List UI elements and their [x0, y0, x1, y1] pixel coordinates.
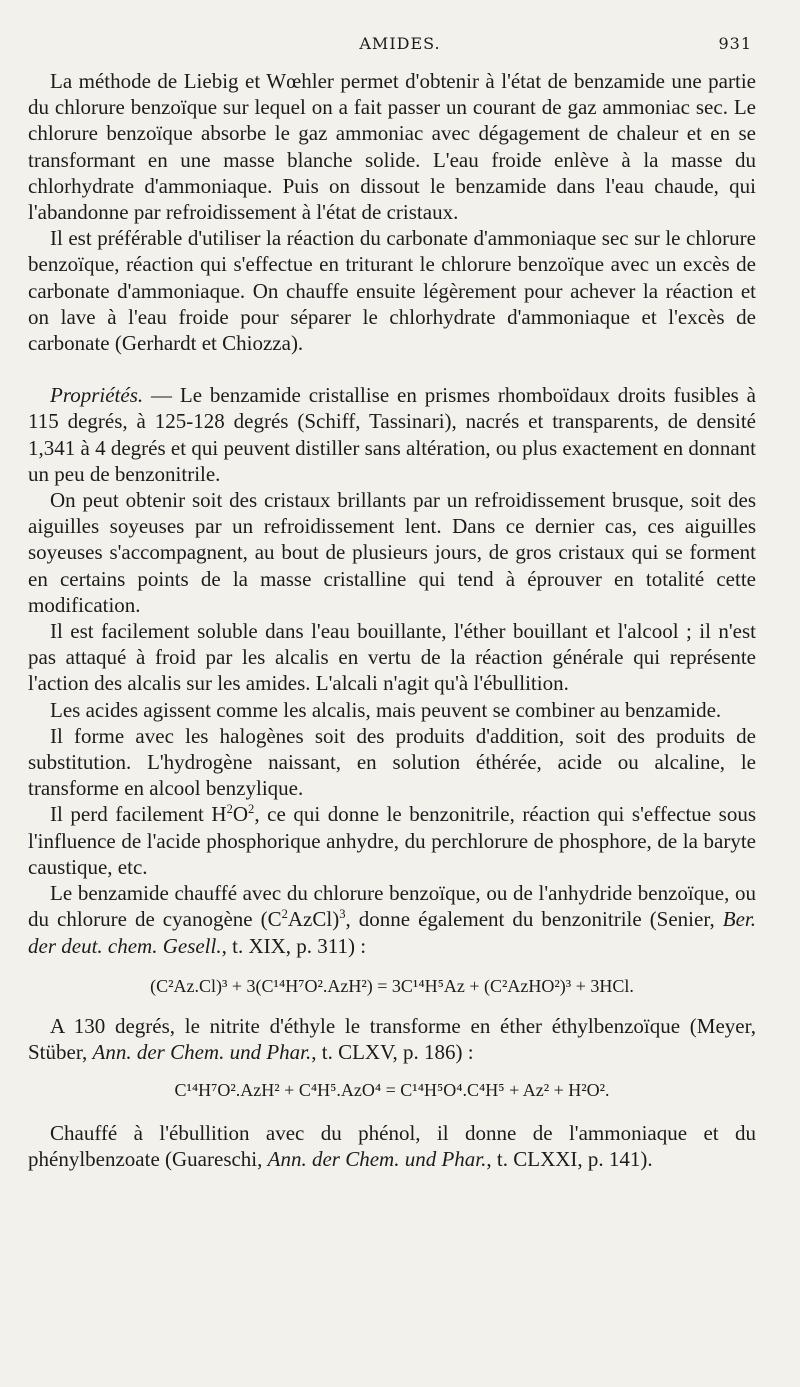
body-text: [28, 68, 756, 1172]
header-title: AMIDES.: [359, 34, 441, 53]
properties-text: — Le benzamide cristallise en prismes rhomboïdaux droits fusibles à 115 degrés, à 125-128 degrés (Schiff, Tassinari), nacrés et transparents, de densité 1,341 à 4 degrés et qui peuvent distiller sans altération, ou plus exactement en donnant un peu de benzonitrile.: [28, 383, 756, 486]
running-header: [0, 34, 800, 58]
paragraph-halogens: Il forme avec les halogènes soit des produits d'addition, soit des produits de substitution. L'hydrogène naissant, en solution éthérée, acide ou alcaline, le transforme en alcool benzylique.: [28, 723, 756, 801]
paragraph-phenol: Chauffé à l'ébullition avec du phénol, il donne de l'ammoniaque et du phénylbenzoate (Guareschi, Ann. der Chem. und Phar., t. CLXXI, p. 141).: [28, 1120, 756, 1171]
reference-journal: Ann. der Chem. und Phar.: [92, 1040, 312, 1065]
paragraph-properties: [28, 382, 756, 487]
reference-journal: Ber. der deut. chem. Gesell.: [28, 907, 756, 958]
paragraph-acids: Les acides agissent comme les alcalis, mais peuvent se combiner au benzamide.: [50, 697, 722, 722]
paragraph-solubility: Il est facilement soluble dans l'eau bouillante, l'éther bouillant et l'alcool ; il n'est pas attaqué à froid par les alcalis en vertu de la réaction générale qui représente l'action des alcalis sur les amides. L'alcali n'agit qu'à l'ébullition.: [28, 619, 756, 696]
formula-2: C¹⁴H⁷O².AzH² + C⁴H⁵.AzO⁴ = C¹⁴H⁵O⁴.C⁴H⁵ + Az² + H²O².: [174, 1080, 610, 1101]
formula-1: (C²Az.Cl)³ + 3(C¹⁴H⁷O².AzH²) = 3C¹⁴H⁵Az + (C²AzHO²)³ + 3HCl.: [150, 975, 634, 996]
paragraph-preparation-1: La méthode de Liebig et Wœhler permet d'obtenir à l'état de benzamide une partie du chlorure benzoïque sur lequel on a fait passer un courant de gaz ammoniac sec. Le chlorure benzoïque absorbe le gaz ammoniac avec dégagement de chaleur et en se transformant en une masse blanche solide. L'eau froide enlève à la masse du chlorhydrate d'ammoniaque. Puis on dissout le benzamide dans l'eau chaude, qui l'abandonne par refroidissement à l'état de cristaux.: [28, 69, 756, 225]
page-number: 931: [718, 34, 752, 53]
paragraph-nitrite: A 130 degrés, le nitrite d'éthyle le transforme en éther éthylbenzoïque (Meyer, Stüber, Ann. der Chem. und Phar., t. CLXV, p. 186) :: [28, 1013, 756, 1065]
section-label-proprietes: Propriétés.: [50, 383, 144, 408]
paragraph-dehydration: Il perd facilement $H^2O^2$, ce qui donne le benzonitrile, réaction qui s'effectue sous l'influence de l'acide phosphorique anhydre, du perchlorure de phosphore, de la baryte caustique, etc.: [28, 802, 757, 879]
paragraph-benzonitrile: Le benzamide chauffé avec du chlorure benzoïque, ou de l'anhydride benzoïque, ou du chlorure de cyanogène $(C^2AzCl)^3$, donne également du benzonitrile (Senier, Ber. der deut. chem. Gesell., t. XIX, p. 311) :: [28, 881, 756, 958]
paragraph-preparation-2: Il est préférable d'utiliser la réaction du carbonate d'ammoniaque sec sur le chlorure benzoïque, réaction qui s'effectue en triturant le chlorure benzoïque avec un excès de carbonate d'ammoniaque. On chauffe ensuite légèrement pour achever la réaction et on lave à l'eau froide pour séparer le chlorhydrate d'ammoniaque et l'excès de carbonate (Gerhardt et Chiozza).: [28, 226, 756, 356]
paragraph-crystals: On peut obtenir soit des cristaux brillants par un refroidissement brusque, soit des aiguilles soyeuses par un refroidissement lent. Dans ce dernier cas, ces aiguilles soyeuses s'accompagnent, au bout de plusieurs jours, de gros cristaux qui se forment en certains points de la masse cristalline qui tend à éprouver en totalité cette modification.: [28, 488, 756, 617]
reference-journal: Ann. der Chem. und Phar.: [267, 1146, 487, 1171]
